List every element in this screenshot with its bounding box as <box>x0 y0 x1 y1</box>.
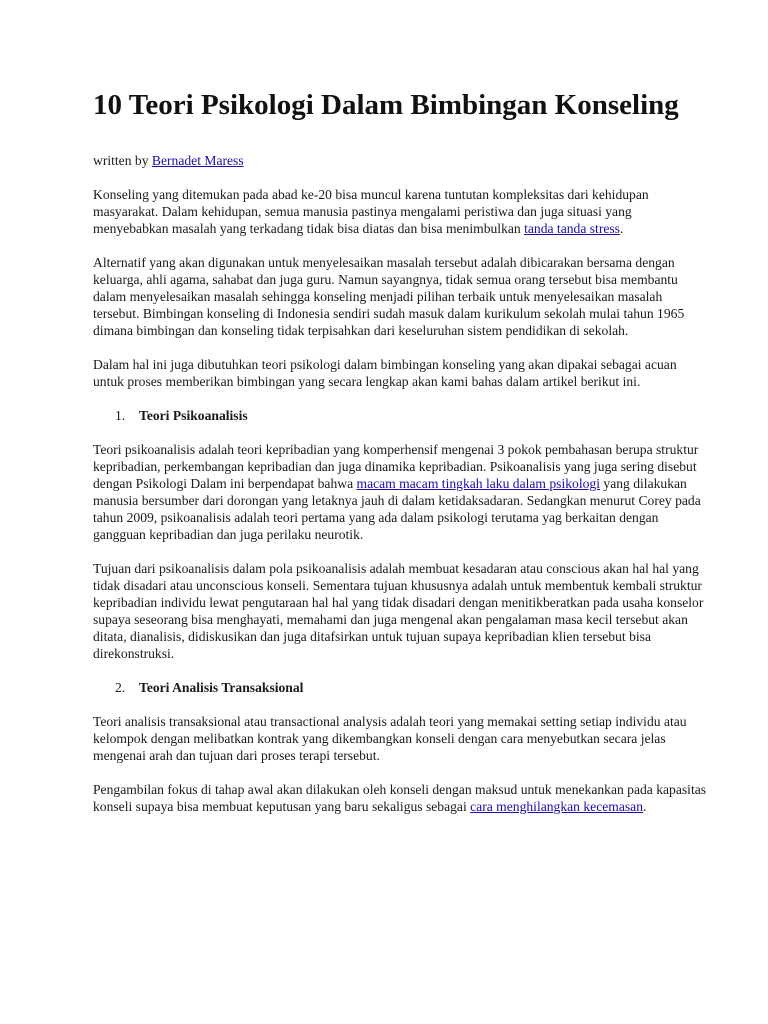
section-heading-text: Teori Analisis Transaksional <box>139 680 304 695</box>
article-title: 10 Teori Psikologi Dalam Bimbingan Konseling <box>93 89 679 121</box>
anxiety-relief-link[interactable]: cara menghilangkan kecemasan <box>470 799 643 814</box>
intro-paragraph-3: Dalam hal ini juga dibutuhkan teori psikologi dalam bimbingan konseling yang akan dipakai sebagai acuan untuk proses memberikan bimbingan yang secara lengkap akan kami bahas dalam artikel berikut ini. <box>93 357 677 389</box>
byline-prefix: written by <box>93 153 152 168</box>
transaksional-paragraph-2-end: . <box>643 799 647 814</box>
section-heading-transaksional <box>93 679 708 696</box>
psikoanalisis-paragraph-1-text: Teori psikoanalisis adalah teori kepribadian yang komperhensif mengenai 3 pokok pembahasan berupa struktur kepribadian, perkembangan kepribadian dan juga dinamika kepribadian. Psikoanalisis yang juga sering disebut dengan Psikologi Dalam ini berpendapat bahwa <box>93 442 699 491</box>
intro-paragraph-2: Alternatif yang akan digunakan untuk menyelesaikan masalah tersebut adalah dibicarakan bersama dengan keluarga, ahli agama, sahabat dan juga guru. Namun sayangnya, tidak semua orang tersebut bisa membantu dalam menyelesaikan masalah sehingga konseling menjadi pilihan terbaik untuk menyelesaikan masalah tersebut. Bimbingan konseling di Indonesia sendiri sudah masuk dalam kurikulum sekolah mulai tahun 1965 dimana bimbingan dan konseling tidak terpisahkan dari keseluruhan sistem pendidikan di sekolah. <box>93 255 685 338</box>
author-link[interactable]: Bernadet Maress <box>151 153 244 168</box>
stress-signs-link[interactable]: tanda tanda stress <box>524 221 620 236</box>
psikoanalisis-paragraph-1 <box>93 441 708 543</box>
byline <box>93 152 708 169</box>
intro-paragraph-1-end: . <box>619 221 624 236</box>
section-number: 1. <box>115 408 126 423</box>
section-heading-psikoanalisis <box>93 407 708 424</box>
transaksional-paragraph-2 <box>93 781 708 815</box>
transaksional-paragraph-1: Teori analisis transaksional atau transactional analysis adalah teori yang memakai setting setiap individu atau kelompok dengan melibatkan kontrak yang dikembangkan konseli dengan cara menyebutkan secara jelas mengenai arah dan tujuan dari proses terapi tersebut. <box>93 714 687 763</box>
transaksional-paragraph-2-text: Pengambilan fokus di tahap awal akan dilakukan oleh konseli dengan maksud untuk menekankan pada kapasitas konseli supaya bisa membuat keputusan yang baru sekaligus sebagai <box>93 782 707 814</box>
section-number: 2. <box>115 680 126 695</box>
section-heading-text: Teori Psikoanalisis <box>139 408 248 423</box>
psikoanalisis-paragraph-2: Tujuan dari psikoanalisis dalam pola psikoanalisis adalah membuat kesadaran atau conscious akan hal hal yang tidak disadari atau unconscious konseli. Sementara tujuan khususnya adalah untuk membentuk kembali struktur kepribadian individu lewat pengutaraan hal hal yang tidak disadari dengan menitikberatkan pada usaha konselor supaya seseorang bisa menghayati, memahami dan juga mengenal akan pengalaman masa kecil tersebut akan ditata, dianalisis, didiskusikan dan juga ditafsirkan untuk tujuan supaya kepribadian klien tersebut bisa direkonstruksi. <box>93 561 704 661</box>
psikoanalisis-paragraph-1-end: yang dilakukan manusia bersumber dari dorongan yang letaknya jauh di dalam ketidaksadaran. Sedangkan menurut Corey pada tahun 2009, psikoanalisis adalah teori pertama yang ada dalam psikologi terutama yag berkaitan dengan gangguan kepribadian dan juga perilaku neurotik. <box>93 476 701 542</box>
behavior-types-link[interactable]: macam macam tingkah laku dalam psikologi <box>356 476 600 491</box>
intro-paragraph-1 <box>93 186 708 237</box>
intro-paragraph-1-text: Konseling yang ditemukan pada abad ke-20 bisa muncul karena tuntutan kompleksitas dari kehidupan masyarakat. Dalam kehidupan, semua manusia pastinya mengalami peristiwa dan juga situasi yang menyebabkan masalah yang terkadang tidak bisa diatas dan bisa menimbulkan <box>93 187 649 236</box>
